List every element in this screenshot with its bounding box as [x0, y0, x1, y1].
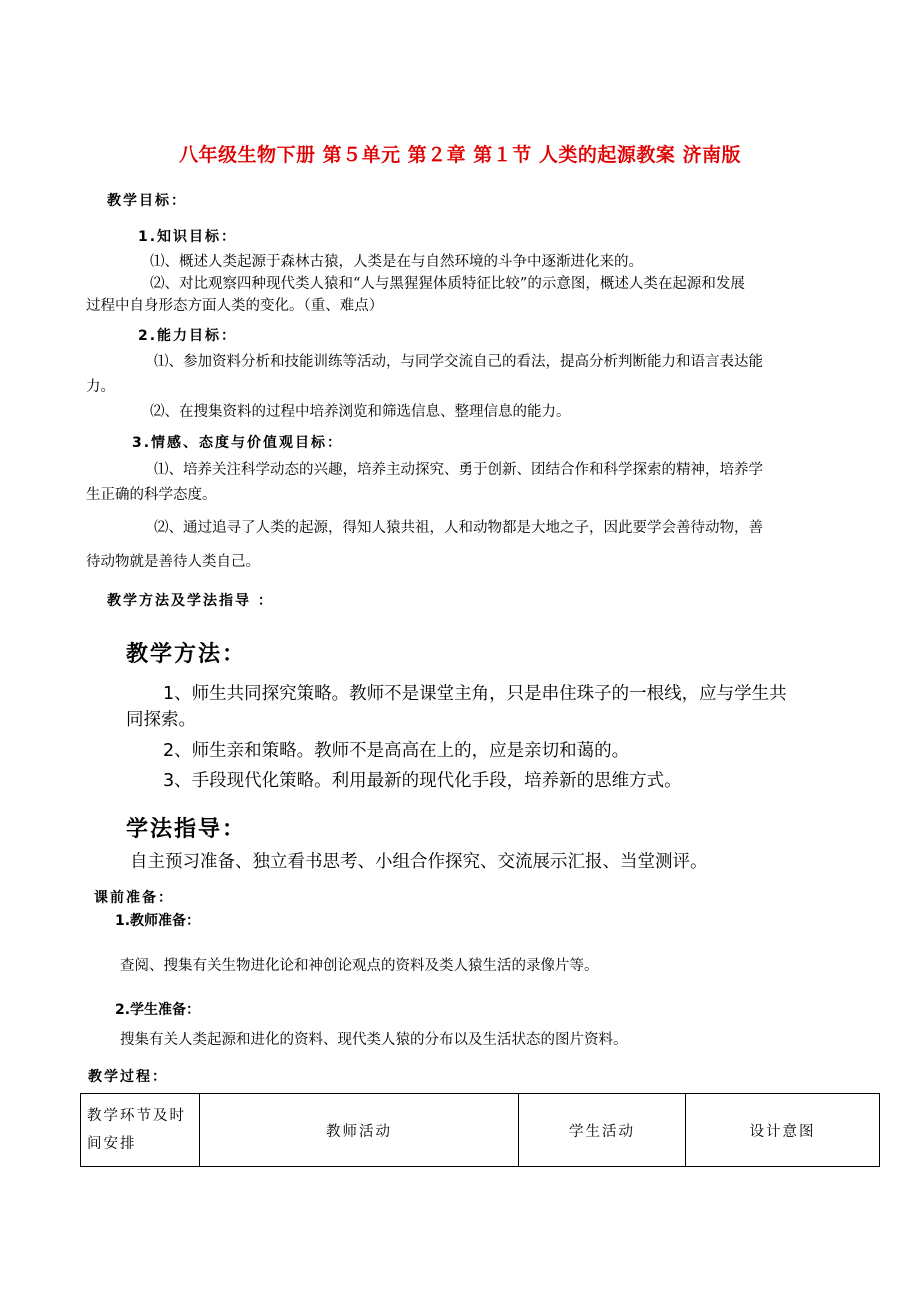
emotion-item-1-line-1: ⑴、培养关注科学动态的兴趣，培养主动探究、勇于创新、团结合作和科学探索的精神，培养学 — [154, 462, 763, 478]
emotion-item-1-line-2: 生正确的科学态度。 — [86, 487, 217, 503]
method-1-line-1: 1、师生共同探究策略。教师不是课堂主角，只是串住珠子的一根线，应与学生共 — [163, 684, 787, 704]
method-2: 2、师生亲和策略。教师不是高高在上的，应是亲切和蔼的。 — [163, 741, 630, 761]
knowledge-item-2-line-2: 过程中自身形态方面人类的变化。（重、难点） — [86, 298, 384, 314]
page-title: 八年级生物下册 第５单元 第２章 第１节 人类的起源教案 济南版 — [178, 144, 742, 166]
teacher-prep-heading: 1.教师准备： — [115, 913, 201, 929]
ability-item-1-line-2: 力。 — [86, 379, 115, 395]
ability-item-2: ⑵、在搜集资料的过程中培养浏览和筛选信息、整理信息的能力。 — [150, 404, 571, 420]
process-heading: 教学过程： — [88, 1069, 168, 1085]
knowledge-item-2-line-1: ⑵、对比观察四种现代类人猿和“人与黑猩猩体质特征比较”的示意图，概述人类在起源和发展 — [150, 276, 745, 292]
emotion-item-2-line-2: 待动物就是善待人类自己。 — [86, 554, 260, 570]
student-prep-text: 搜集有关人类起源和进化的资料、现代类人猿的分布以及生活状态的图片资料。 — [120, 1032, 628, 1048]
study-guide-heading: 学法指导： — [126, 817, 247, 842]
ability-heading: 2.能力目标： — [138, 328, 238, 344]
emotion-item-2-line-1: ⑵、通过追寻了人类的起源，得知人猿共祖，人和动物都是大地之子，因此要学会善待动物，善 — [154, 520, 763, 536]
process-col-teacher: 教师活动 — [200, 1094, 519, 1167]
method-1-line-2: 同探索。 — [126, 710, 196, 730]
process-table-header-row — [81, 1094, 880, 1167]
teacher-prep-text: 查阅、搜集有关生物进化论和神创论观点的资料及类人猿生活的录像片等。 — [120, 958, 599, 974]
teaching-methods-heading: 教学方法： — [126, 642, 247, 667]
process-table — [80, 1093, 880, 1167]
knowledge-heading: 1.知识目标： — [138, 229, 238, 245]
objectives-heading: 教学目标： — [107, 193, 187, 209]
process-col-design: 设计意图 — [686, 1094, 880, 1167]
knowledge-item-1: ⑴、概述人类起源于森林古猿，人类是在与自然环境的斗争中逐渐进化来的。 — [150, 254, 643, 270]
student-prep-heading: 2.学生准备： — [115, 1002, 201, 1018]
preparation-heading: 课前准备： — [94, 890, 174, 906]
study-guide-text: 自主预习准备、独立看书思考、小组合作探究、交流展示汇报、当堂测评。 — [130, 852, 708, 872]
method-3: 3、手段现代化策略。利用最新的现代化手段，培养新的思维方式。 — [163, 771, 682, 791]
process-col-stage: 教学环节及时间安排 — [81, 1094, 200, 1167]
process-col-student: 学生活动 — [519, 1094, 686, 1167]
ability-item-1-line-1: ⑴、参加资料分析和技能训练等活动，与同学交流自己的看法，提高分析判断能力和语言表达能 — [154, 354, 763, 370]
methods-heading: 教学方法及学法指导 ： — [107, 593, 274, 609]
emotion-heading: 3.情感、态度与价值观目标： — [132, 435, 344, 451]
